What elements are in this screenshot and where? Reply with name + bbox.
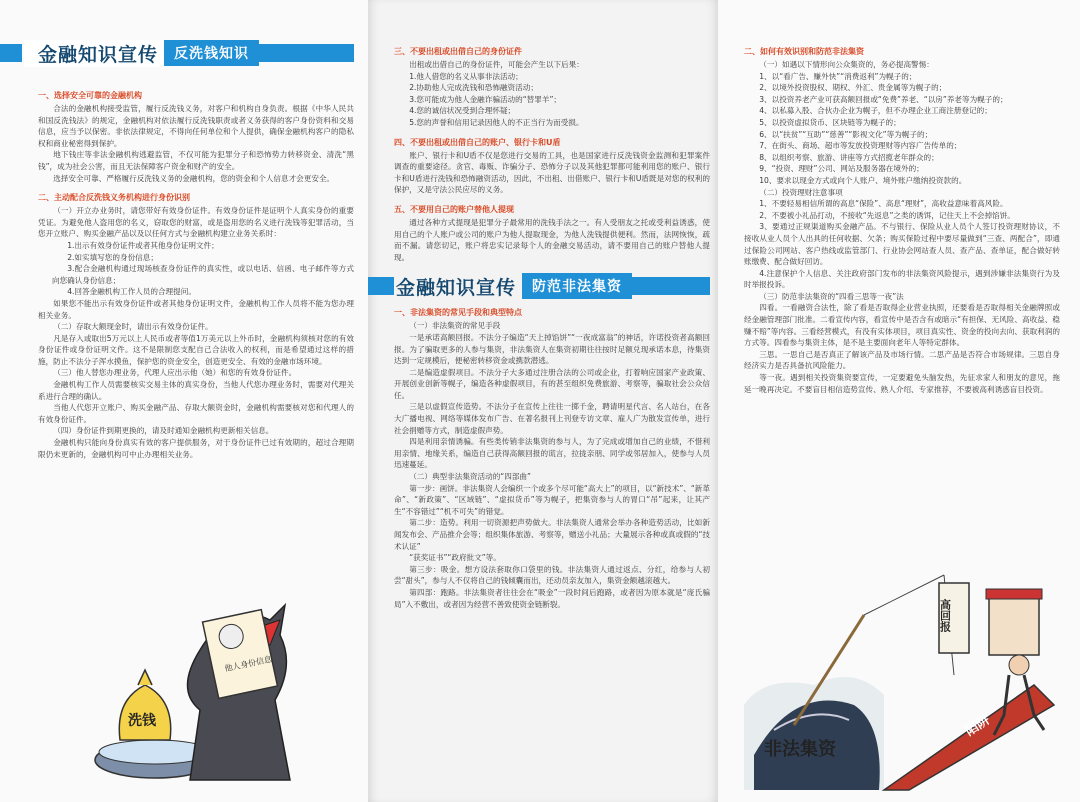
paragraph: 三思。一思自己是否真正了解该产品及市场行情。二思产品是否符合市场规律。三思自身经济实力是否具备抗风险能力。: [744, 349, 1060, 371]
paragraph: 四看。一看融资合法性，除了看是否取得企业营业执照，还要看是否取得相关金融牌照或经金融管理部门批准。二看宣传内容，看宣传中是否含有或暗示“有担保、无风险、高收益、稳赚不赔”等内容。三看经营模式，有没有实体项目，项目真实性、资金的投向去向、获取利润的方式等。四看参与集资主体，是不是主要面向老年人等特定群体。: [744, 303, 1060, 348]
paragraph: 选择安全可靠、严格履行反洗钱义务的金融机构，您的资金和个人信息才会更安全。: [53, 173, 335, 183]
section-banner: [368, 273, 710, 299]
paragraph: 当他人代您开立账户、购买金融产品、存取大额资金时，金融机构需要核对您和代理人的有效身份证件。: [38, 403, 354, 424]
paragraph: 等一夜。遇到相关投资集资要宣传，一定要避免头脑发热，先征求家人和朋友的意见，拖延一晚再决定。不要盲目相信造势宣传、熟人介绍、专家推荐，不要被高利诱惑盲目投资。: [744, 373, 1060, 394]
section-heading: 二、主动配合反洗钱义务机构进行身份识别: [38, 193, 190, 203]
list-item: 2.如实填写您的身份信息；: [67, 252, 158, 262]
paragraph: （一）如遇以下情形向公众集资的，务必提高警惕：: [759, 60, 934, 69]
paragraph: 1、不要轻易相信所谓的高息“保险”、高息“理财”，高收益意味着高风险。: [759, 199, 1008, 209]
section-heading: 一、选择安全可靠的金融机构: [38, 91, 142, 100]
list-item: 4.您的诚信状况受到合理怀疑；: [409, 106, 516, 116]
paragraph: 4.注意保护个人信息、关注政府部门发布的非法集资风险提示，遇到涉嫌非法集资行为及时举报投诉。: [744, 268, 1060, 290]
paragraph: 账户、银行卡和U盾不仅是您进行交易的工具，也是国家进行反洗钱资金监测和犯罪案件调查的重要途径。贪官、毒贩、诈骗分子、恐怖分子以及其他犯罪都可能利用您的账户、银行卡和U盾进行洗钱和恐怖融资活动，因此，不出租、出借账户、银行卡和U盾既是对您的权利的保护，又是守法公民应尽的义务。: [394, 150, 710, 195]
paragraph: 3、要通过正规渠道购买金融产品。不与银行、保险从业人员个人签订投资理财协议，不接收从业人员个人出具的任何收据、欠条；购买保险过程中要尽量做到“三查、两配合”，即通过保险公司网站、客户热线或监管部门、行业协会网站查人员、查产品、查单证，配合做好转账缴费、配合做好回访。: [744, 222, 1060, 267]
panel-prevention: [718, 0, 1080, 802]
paragraph: 二是编造虚假项目。不法分子大多通过注册合法的公司或企业，打着响应国家产业政策、开展创业创新等幌子，编造各种虚假项目，有的甚至组织免费旅游、考察等，骗取社会公众信任。: [394, 367, 710, 400]
banner-tail: [632, 277, 710, 295]
paragraph: 出租或出借自己的身份证件，可能会产生以下后果：: [409, 60, 584, 69]
list-item: 1.他人借您的名义从事非法活动；: [409, 71, 523, 81]
paragraph: 7、在街头、商场、超市等发放投资理财等内容广告传单的；: [759, 141, 962, 151]
banner-title: 金融知识宣传: [396, 276, 517, 299]
wolf-cartoon-illustration: [80, 590, 320, 790]
paragraph: 第一步：画饼。非法集资人会编织一个或多个尽可能“高大上”的项目，以“新技术”、“新革命”、“新政策”、“区域链”、“虚拟货币”等为幌子，把集资参与人的胃口“吊”起来，让其产生“不容错过”“机不可失”的错觉。: [394, 483, 710, 516]
banner-accent-bar: [368, 277, 394, 295]
paragraph: 8、以组织考察、旅游、讲座等方式招揽老年群众的；: [759, 152, 939, 162]
paragraph: 金融机构工作人员需要核实交易主体的真实身份，当他人代您办理业务时，需要对代理关系进行合理的确认。: [38, 380, 354, 401]
list-item: 1.出示有效身份证件或者其他身份证明文件；: [67, 240, 219, 250]
bag-label: 洗钱: [128, 713, 156, 729]
list-item: 3.配合金融机构通过现场核查身份证件的真实性，或以电话、信函、电子邮件等方式向您确认身份信息；: [52, 264, 354, 285]
list-item: 4.回答金融机构工作人员的合理提问。: [67, 287, 196, 297]
id-card-label: 他人身份信息: [223, 654, 273, 674]
section-banner: [0, 40, 354, 66]
banner-tail: [259, 44, 354, 62]
section-heading: 四、不要出租或出借自己的账户、银行卡和U盾: [394, 137, 561, 147]
paragraph: 四是利用亲情诱骗。有些类传销非法集资的参与人，为了完成或增加自己的业绩，不惜利用亲情、地缘关系，编造自己获得高额回报的谎言，拉拢亲朋、同学或邻居加入，使参与人员迅速蔓延。: [394, 437, 710, 470]
paragraph: （三）防范非法集资的“四看三思等一夜”法: [759, 291, 904, 301]
panel-illegal-fundraising: [368, 0, 718, 802]
sign-label: 高回报: [938, 599, 952, 632]
paragraph: （一）非法集资的常见手段: [409, 321, 501, 331]
banner-title: 金融知识宣传: [24, 40, 164, 67]
paragraph: 第三步：吸金。想方设法套取你口袋里的钱。非法集资人通过返点、分红，给参与人初尝“甜头”，参与人不仅将自己的钱倾囊而出，还动员亲友加入，集资金额越滚越大。: [394, 564, 710, 586]
paragraph: 3、以投资养老产业可获高额回报或“免费”养老、“以房”养老等为幌子的；: [759, 94, 1008, 104]
ramp-label: 陷阱: [962, 712, 993, 740]
list-item: 3.您可能成为他人金融诈骗活动的“替罪羊”；: [409, 94, 561, 104]
paragraph: 6、以“扶贫”“互助”“慈善”“影视文化”等为幌子的；: [759, 129, 933, 139]
paragraph: 2、不要被小礼品打动，不接收“先返息”之类的诱饵，记住天上不会掉馅饼。: [759, 210, 1015, 220]
list-item: 2.协助他人完成洗钱和恐怖融资活动；: [409, 83, 538, 93]
paragraph: 如果您不能出示有效身份证件或者其他身份证明文件，金融机构工作人员将不能为您办理相关业务。: [38, 298, 354, 320]
paragraph: 10、要求以现金方式或向个人账户、境外账户缴纳投资款的。: [759, 175, 967, 185]
paragraph: 凡是存入或取出5万元以上人民币或者等值1万美元以上外币时，金融机构须核对您的有效身份证件或身份证明文件。这不是限制您支配自己合法收入的权利，而是希望通过这样的措施，防止不法分子浑水摸鱼，保护您的资金安全，创造更安全、有效的金融市场环境。: [38, 333, 354, 366]
paragraph: 第四部：跑路。非法集资者往往会在“吸金”一段时间后跑路，或者因为原本就是“庞氏骗局”入不敷出，或者因为经营不善致使资金链断裂。: [394, 587, 710, 609]
paragraph: （二）典型非法集资活动的“四部曲”: [409, 472, 531, 482]
paragraph: 一是承诺高额回报。不法分子编造“天上掉馅饼”“一夜成富翁”的神话，许诺投资者高额回报。为了骗取更多的人参与集资，非法集资人在集资初期往往按时足额兑现承诺本息，待集资达到一定规模后，便秘密转移资金或携款潜逃。: [394, 332, 710, 366]
paragraph: （二）投资理财注意事项: [759, 187, 843, 197]
paragraph: 金融机构只能向身份真实有效的客户提供服务，对于身份证件已过有效期的，超过合理期限仍未更新的，金融机构可中止办理相关业务。: [38, 438, 354, 459]
trap-cartoon-illustration: [734, 555, 1064, 795]
paragraph: 三是以虚假宣传造势。不法分子在宣传上往往一掷千金，聘请明星代言、名人站台，在各大广播电视、网络等媒体发布广告、在著名报刊上刊登专访文章、雇人广为散发宣传单，进行社会捐赠等方式，制造虚假声势。: [394, 402, 710, 435]
banner-subtitle: 反洗钱知识: [164, 40, 259, 66]
paragraph: 第二步：造势。利用一切资源把声势做大。非法集资人通常会举办各种造势活动，比如新闻发布会、产品推介会等；组织集体旅游、考察等，赠送小礼品；大量展示各种或真或假的“技术认证”: [394, 518, 710, 551]
paragraph: （四）身份证件到期更换的，请及时通知金融机构更新相关信息。: [53, 426, 274, 436]
cartoon-caption: 非法集资: [764, 739, 836, 760]
section-heading: 一、非法集资的常见手段和典型特点: [394, 308, 522, 318]
paragraph: 地下钱庄等非法金融机构逃避监管，不仅可能为犯罪分子和恐怖势力转移资金、清洗“黑钱”，成为社会公害，而且无法保障客户资金和财产的安全。: [38, 150, 354, 171]
paragraph: （二）存取大额现金时，请出示有效身份证件。: [53, 322, 213, 332]
paragraph: （三）他人替您办理业务，代理人应出示他（她）和您的有效身份证件。: [53, 368, 297, 378]
banner-subtitle: 防范非法集资: [522, 273, 632, 299]
paragraph: 1、以“看广告、赚外快”“消费返利”为幌子的；: [759, 71, 917, 81]
section-heading: 五、不要用自己的账户替他人提现: [394, 204, 514, 214]
paragraph: 通过各种方式提现是犯罪分子最常用的洗钱手法之一。有人受朋友之托或受利益诱惑，使用自己的个人账户或公司的账户为他人提取现金，为他人洗钱提供便利。然而，法网恢恢，疏而不漏。请您切记，账户将忠实记录每个人的金融交易活动，请不要用自己的账户替他人提现。: [394, 217, 710, 262]
banner-accent-bar: [0, 44, 22, 62]
paragraph: 5、以投资虚拟货币、区块链等为幌子的；: [759, 117, 901, 127]
paragraph: （一）开立办业务时，请您带好有效身份证件。有效身份证件是证明个人真实身份的重要凭证。为避免他人盗用您的名义，窃取您的财富，或是盗用您的名义进行洗钱等犯罪活动，当您开立账户、购买金融产品以及以任何方式与金融机构建立业务关系时：: [38, 206, 354, 239]
panel-anti-money-laundering: [0, 0, 368, 802]
paragraph: 2、以境外投资股权、期权、外汇、贵金属等为幌子的；: [759, 83, 947, 93]
paragraph: “获奖证书”“政府批文”等。: [409, 553, 501, 563]
paragraph: 4、以私募入股、合伙办企业为幌子，但不办理企业工商注册登记的；: [759, 106, 992, 116]
section-heading: 二、如何有效识别和防范非法集资: [744, 47, 864, 56]
list-item: 5.您的声誉和信用记录因他人的不正当行为而受损。: [409, 117, 584, 127]
section-heading: 三、不要出租或出借自己的身份证件: [394, 47, 522, 56]
paragraph: 9、“投资、理财”公司、网站及服务器在境外的；: [759, 164, 924, 174]
paragraph: 合法的金融机构接受监管，履行反洗钱义务，对客户和机构自身负责。根据《中华人民共和国反洗钱法》的规定，金融机构对依法履行反洗钱职责或者义务获得的客户身份资料和交易信息，应当予以保密。非依法律规定，不得向任何单位和个人提供，确保金融机构客户的隐私权和商业秘密得到保护。: [38, 104, 354, 148]
